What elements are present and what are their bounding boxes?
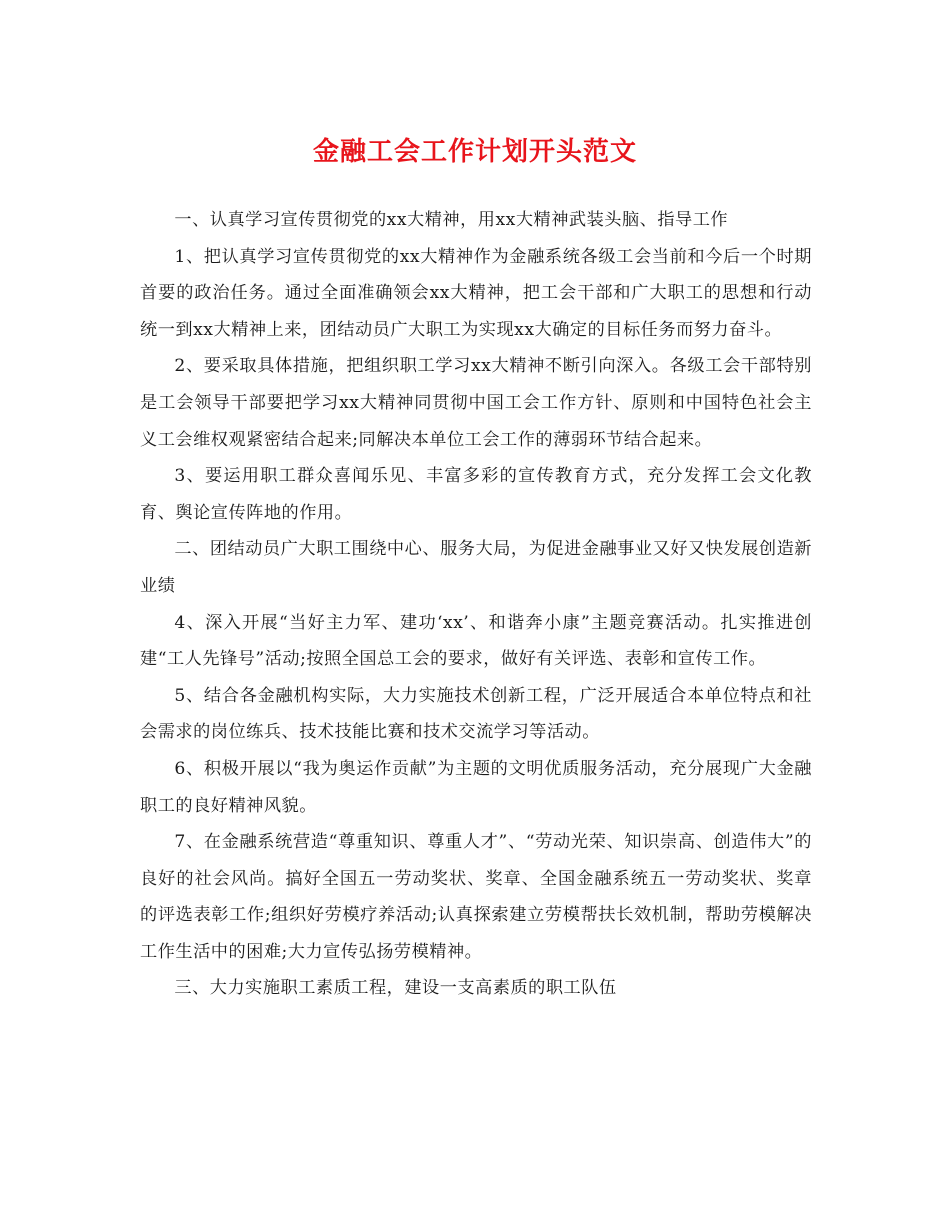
paragraph-item-6: 6、积极开展以“我为奥运作贡献”为主题的文明优质服务活动，充分展现广大金融职工的良好精神风貌。 xyxy=(140,758,812,816)
paragraph-item-3: 3、要运用职工群众喜闻乐见、丰富多彩的宣传教育方式，充分发挥工会文化教育、舆论宣传阵地的作用。 xyxy=(140,466,812,523)
paragraph-item-5: 5、结合各金融机构实际，大力实施技术创新工程，广泛开展适合本单位特点和社会需求的岗位练兵、技术技能比赛和技术交流学习等活动。 xyxy=(140,685,812,743)
paragraph-item-4: 4、深入开展“当好主力军、建功‘xx’、和谐奔小康”主题竞赛活动。扎实推进创建“工人先锋号”活动;按照全国总工会的要求，做好有关评选、表彰和宣传工作。 xyxy=(140,612,812,670)
document-title: 金融工会工作计划开头范文 xyxy=(312,137,637,167)
paragraph-item-2: 2、要采取具体措施，把组织职工学习xx大精神不断引向深入。各级工会干部特别是工会领导干部要把学习xx大精神同贯彻中国工会工作方针、原则和中国特色社会主义工会维权观紧密结合起来;同解决本单位工会工作的薄弱环节结合起来。 xyxy=(140,356,812,450)
document-body xyxy=(140,202,812,1007)
paragraph-item-1: 1、把认真学习宣传贯彻党的xx大精神作为金融系统各级工会当前和今后一个时期首要的政治任务。通过全面准确领会xx大精神，把工会干部和广大职工的思想和行动统一到xx大精神上来，团结动员广大职工为实现xx大确定的目标任务而努力奋斗。 xyxy=(140,246,812,340)
section-heading-2: 二、团结动员广大职工围绕中心、服务大局，为促进金融事业又好又快发展创造新业绩 xyxy=(140,539,812,596)
section-heading-1: 一、认真学习宣传贯彻党的xx大精神，用xx大精神武装头脑、指导工作 xyxy=(174,210,729,230)
section-heading-3: 三、大力实施职工素质工程，建设一支高素质的职工队伍 xyxy=(174,978,617,999)
paragraph-item-7: 7、在金融系统营造“尊重知识、尊重人才”、“劳动光荣、知识崇高、创造伟大”的良好的社会风尚。搞好全国五一劳动奖状、奖章、全国金融系统五一劳动奖状、奖章的评选表彰工作;组织好劳模疗养活动;认真探索建立劳模帮扶长效机制，帮助劳模解决工作生活中的困难;大力宣传弘扬劳模精神。 xyxy=(140,832,812,962)
